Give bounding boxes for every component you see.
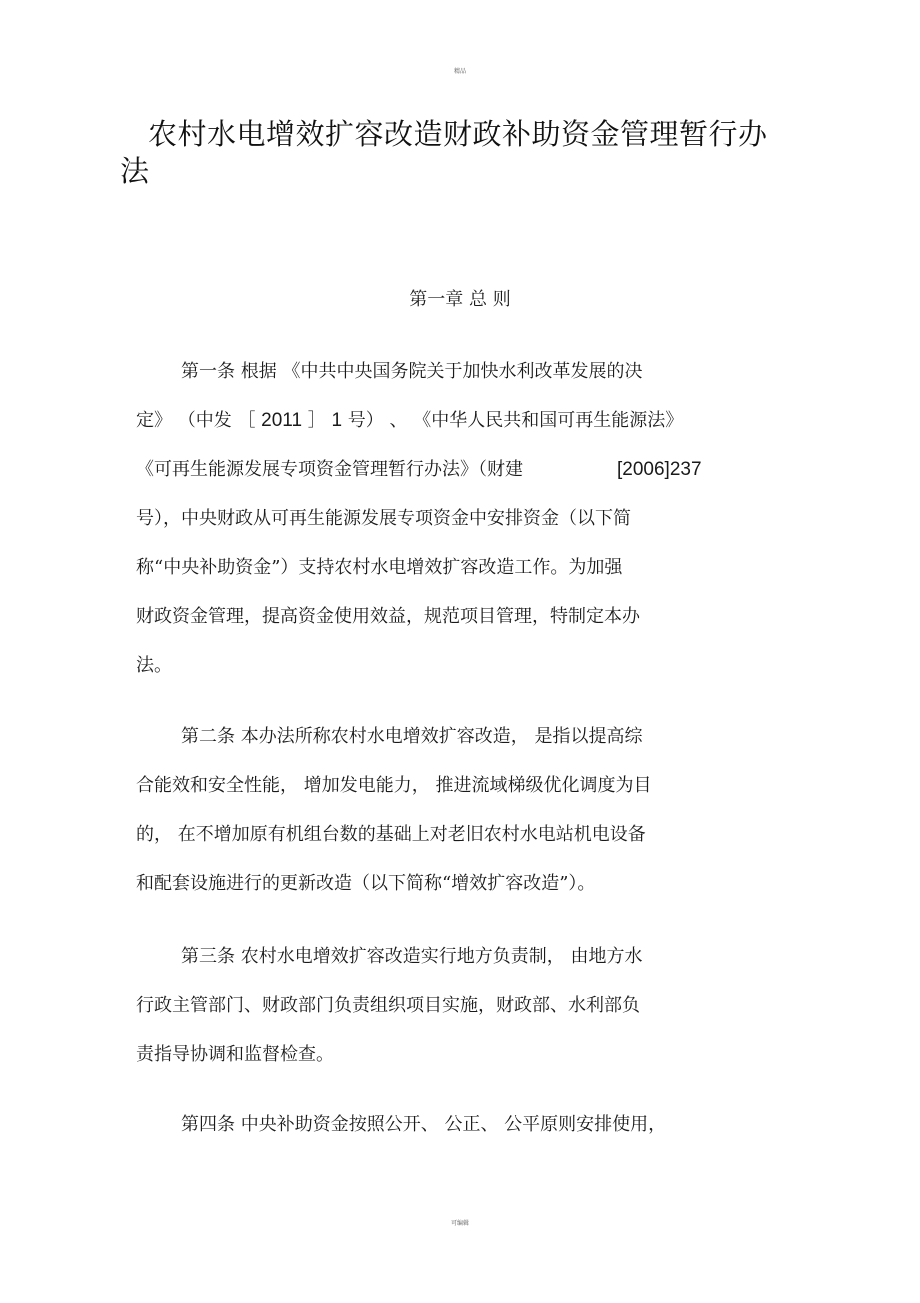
article-3-line: 第三条 农村水电增效扩容改造实行地方负责制， 由地方水 bbox=[181, 946, 643, 967]
article-3 bbox=[136, 932, 746, 1079]
article-1-line: 财政资金管理，提高资金使用效益，规范项目管理，特制定本办 bbox=[136, 606, 640, 627]
number-segment: 1 bbox=[331, 410, 343, 431]
article-2-line: 的， 在不增加原有机组台数的基础上对老旧农村水电站机电设备 bbox=[136, 824, 646, 845]
title-line-2: 法 bbox=[120, 154, 150, 188]
article-1-line: 法。 bbox=[136, 655, 172, 676]
document-title bbox=[120, 116, 774, 190]
article-2-line: 和配套设施进行的更新改造（以下简称“增效扩容改造”）。 bbox=[136, 873, 596, 894]
article-3-line: 责指导协调和监督检查。 bbox=[136, 1044, 334, 1065]
article-3-line: 行政主管部门、财政部门负责组织项目实施，财政部、水利部负 bbox=[136, 995, 640, 1016]
article-2-line: 第二条 本办法所称农村水电增效扩容改造， 是指以提高综 bbox=[181, 726, 643, 747]
text-segment: 定》 （中发 ［ bbox=[136, 410, 262, 431]
article-1-line bbox=[136, 396, 746, 445]
article-2 bbox=[136, 712, 746, 908]
article-1-line bbox=[136, 445, 746, 494]
number-segment: 2011 bbox=[261, 410, 303, 431]
text-segment: ］ bbox=[302, 410, 332, 431]
text-segment: 号） 、 《中华人民共和国可再生能源法》 bbox=[342, 410, 684, 431]
footer-mark: 可编辑 bbox=[450, 1220, 469, 1227]
title-line-1: 农村水电增效扩容改造财政补助资金管理暂行办 bbox=[148, 117, 768, 151]
header-mark: 精品 bbox=[453, 68, 466, 75]
article-1-line: 称“中央补助资金”）支持农村水电增效扩容改造工作。为加强 bbox=[136, 557, 623, 578]
article-4-line: 第四条 中央补助资金按照公开、 公正、 公平原则安排使用， bbox=[181, 1114, 667, 1135]
article-1-line: 号），中央财政从可再生能源发展专项资金中安排资金（以下简 bbox=[136, 508, 631, 529]
number-segment: [2006]237 bbox=[617, 459, 702, 480]
article-4 bbox=[136, 1100, 746, 1149]
article-2-line: 合能效和安全性能， 增加发电能力， 推进流域梯级优化调度为目 bbox=[136, 775, 652, 796]
article-1-line: 第一条 根据 《中共中央国务院关于加快水利改革发展的决 bbox=[181, 361, 643, 382]
article-1 bbox=[136, 347, 746, 690]
text-segment: 《可再生能源发展专项资金管理暂行办法》（财建 bbox=[136, 459, 523, 480]
chapter-heading: 第一章 总 则 bbox=[409, 289, 511, 310]
